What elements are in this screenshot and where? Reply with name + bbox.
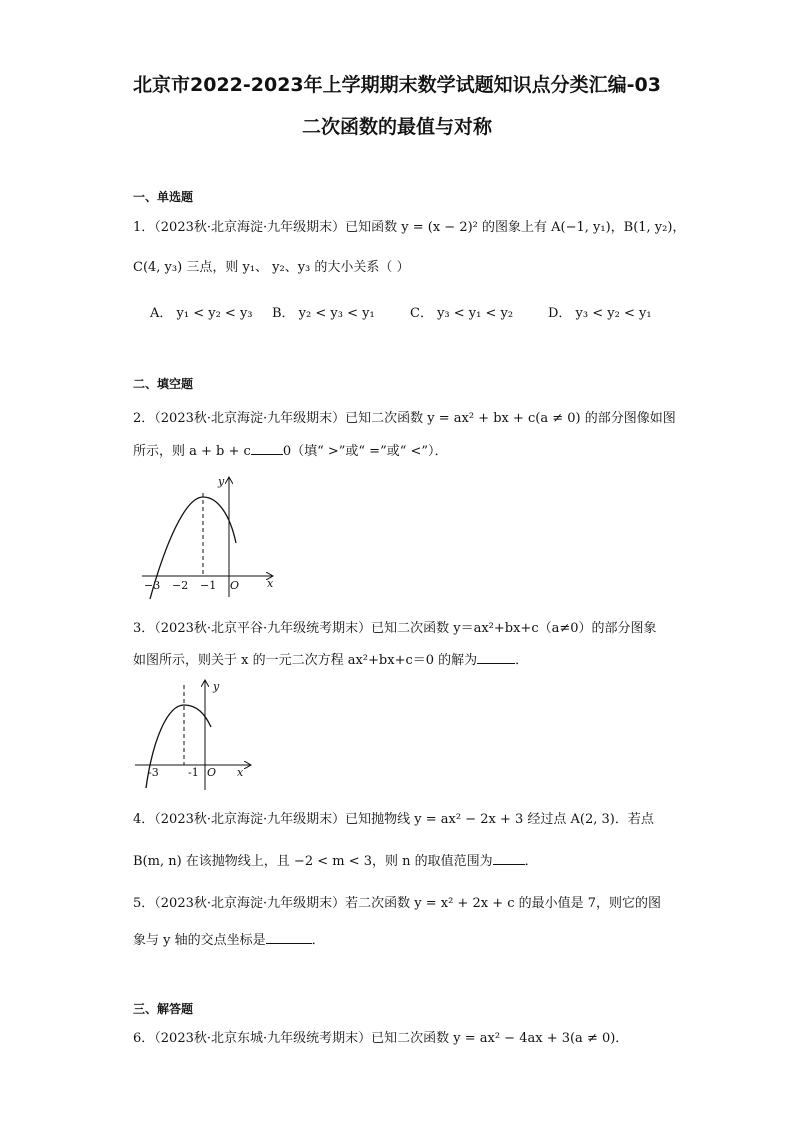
section-heading-single-choice: 一、单选题: [133, 190, 194, 204]
q2-parabola-curve: [150, 497, 236, 599]
q3-y-axis-label: y: [213, 680, 220, 693]
q2-parabola-graph: [140, 475, 280, 600]
q5-stem-line-1: 5．（2023秋·北京海淀·九年级期末）若二次函数 y = x² + 2x + c 的最小值是 7，则它的图: [133, 896, 662, 911]
q3-stem-line-1: 3．（2023秋·北京平谷·九年级统考期末）已知二次函数 y＝ax²+bx+c（a≠0）的部分图象: [133, 621, 657, 636]
q2-tick-label-neg1: −1: [200, 579, 217, 592]
q2-origin-label: O: [230, 579, 240, 592]
section-heading-solution: 三、解答题: [133, 1002, 194, 1016]
q5-stem-line-2: [133, 930, 325, 951]
q2-stem-text-before-blank: 所示，则 a + b + c: [133, 444, 251, 459]
q3-stem-text-after-blank: ．: [515, 653, 529, 668]
section-heading-fill-blank: 二、填空题: [133, 377, 194, 391]
q5-stem-text-before-blank: 象与 y 轴的交点坐标是: [133, 933, 266, 948]
q4-stem-text-before-blank: B(m, n) 在该抛物线上，且 −2 < m < 3，则 n 的取值范围为: [133, 854, 493, 869]
q4-answer-blank[interactable]: [493, 851, 525, 865]
q3-tick-label-neg1: -1: [188, 766, 199, 779]
page-title-line-2: 二次函数的最值与对称: [301, 116, 492, 138]
page-title-line-1: 北京市2022-2023年上学期期末数学试题知识点分类汇编-03: [133, 74, 661, 96]
q1-stem-line-1: 1．（2023秋·北京海淀·九年级期末）已知函数 y = (x − 2)² 的图象上有 A(−1, y₁)，B(1, y₂)，: [133, 220, 686, 235]
q2-tick-label-neg3: −3: [144, 579, 161, 592]
q4-stem-line-1: 4．（2023秋·北京海淀·九年级期末）已知抛物线 y = ax² − 2x + 3 经过点 A(2, 3)．若点: [133, 812, 654, 827]
q2-stem-line-1: 2．（2023秋·北京海淀·九年级期末）已知二次函数 y = ax² + bx + c(a ≠ 0) 的部分图像如图: [133, 411, 676, 426]
q3-origin-label: O: [207, 766, 217, 779]
q3-stem-text-before-blank: 如图所示，则关于 x 的一元二次方程 ax²+bx+c＝0 的解为: [133, 653, 478, 668]
q1-choice-a: A． y₁ < y₂ < y₃: [150, 306, 253, 321]
q3-tick-label-neg3: -3: [148, 766, 159, 779]
q2-x-axis-label: x: [267, 577, 274, 590]
q6-stem-line-1: 6．（2023秋·北京东城·九年级统考期末）已知二次函数 y = ax² − 4ax + 3(a ≠ 0)．: [133, 1031, 629, 1046]
q1-stem-line-2: C(4, y₃) 三点，则 y₁、 y₂、y₃ 的大小关系（ ）: [133, 260, 410, 275]
q2-stem-line-2: [133, 441, 448, 462]
q4-stem-line-2: [133, 851, 538, 872]
q2-y-axis-label: y: [218, 475, 225, 488]
q3-x-axis-label: x: [237, 766, 244, 779]
q1-choice-b: B． y₂ < y₃ < y₁: [272, 306, 375, 321]
q2-answer-blank[interactable]: [251, 441, 283, 455]
q5-stem-text-after-blank: ．: [311, 933, 325, 948]
q3-stem-line-2: [133, 650, 528, 671]
q3-answer-blank[interactable]: [477, 650, 515, 664]
q1-choice-d: D． y₃ < y₂ < y₁: [548, 306, 652, 321]
q5-answer-blank[interactable]: [266, 930, 312, 944]
q3-parabola-graph: [133, 678, 258, 793]
q2-stem-text-after-blank: 0（填“ >”或“ =”或“ <”）．: [282, 444, 448, 459]
q4-stem-text-after-blank: ．: [524, 854, 538, 869]
q2-tick-label-neg2: −2: [172, 579, 189, 592]
q1-choice-c: C． y₃ < y₁ < y₂: [410, 306, 514, 321]
